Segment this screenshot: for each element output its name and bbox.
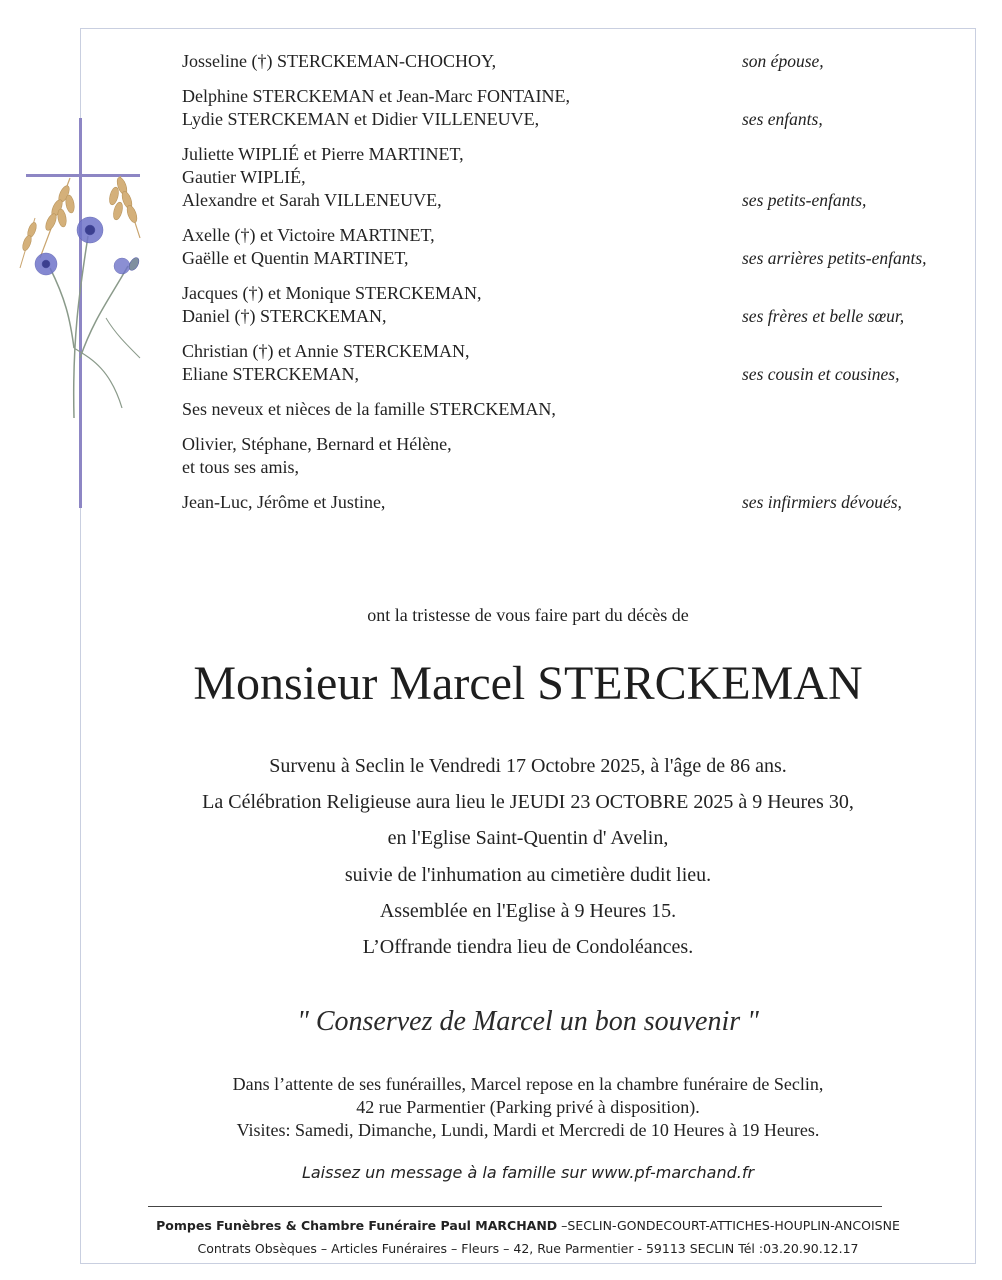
family-names <box>182 398 556 421</box>
family-relation: ses frères et belle sœur, <box>742 306 905 326</box>
family-names <box>182 433 452 479</box>
family-list <box>182 50 962 514</box>
family-name-line: Josseline (†) STERCKEMAN-CHOCHOY, <box>182 51 497 71</box>
family-name-line: Juliette WIPLIÉ et Pierre MARTINET, <box>182 144 464 164</box>
family-relation: ses enfants, <box>742 109 823 129</box>
family-name-line: Jean-Luc, Jérôme et Justine, <box>182 492 386 512</box>
detail-line: suivie de l'inhumation au cimetière dudit lieu. <box>344 863 712 886</box>
family-relation: ses petits-enfants, <box>742 190 867 210</box>
family-name-line: Gaëlle et Quentin MARTINET, <box>182 248 409 268</box>
cross-flower-decoration <box>10 118 160 510</box>
footer-company-line <box>80 1214 976 1237</box>
family-group <box>182 85 962 131</box>
family-names <box>182 224 435 270</box>
family-name-line: Christian (†) et Annie STERCKEMAN, <box>182 341 470 361</box>
company-name: Pompes Funèbres & Chambre Funéraire Paul MARCHAND <box>156 1218 558 1233</box>
family-names <box>182 50 496 73</box>
family-name-line: Delphine STERCKEMAN et Jean-Marc FONTAINE, <box>182 86 570 106</box>
family-names <box>182 143 464 212</box>
family-name-line: Jacques (†) et Monique STERCKEMAN, <box>182 283 482 303</box>
detail-line: Survenu à Seclin le Vendredi 17 Octobre 2025, à l'âge de 86 ans. <box>269 755 787 777</box>
family-name-line: Olivier, Stéphane, Bernard et Hélène, <box>182 434 452 454</box>
family-names <box>182 85 570 131</box>
family-relation: ses arrières petits-enfants, <box>742 248 927 268</box>
detail-line: en l'Eglise Saint-Quentin d' Avelin, <box>387 827 669 850</box>
cross-horizontal-bar <box>26 174 140 177</box>
family-name-line: Eliane STERCKEMAN, <box>182 364 359 384</box>
family-name-line: Daniel (†) STERCKEMAN, <box>182 306 387 326</box>
detail-line: L’Offrande tiendra lieu de Condoléances. <box>362 936 694 959</box>
visitation-line: Dans l’attente de ses funérailles, Marcel repose en la chambre funéraire de Seclin, <box>232 1074 824 1094</box>
detail-line: La Célébration Religieuse aura lieu le JEUDI 23 OCTOBRE 2025 à 9 Heures 30, <box>202 791 854 814</box>
footer-divider <box>148 1206 882 1207</box>
family-group <box>182 224 962 270</box>
family-name-line: Ses neveux et nièces de la famille STERCKEMAN, <box>182 399 556 419</box>
family-names <box>182 491 385 514</box>
family-name-line: Gautier WIPLIÉ, <box>182 167 306 187</box>
footer-contact-line: Contrats Obsèques – Articles Funéraires – Fleurs – 42, Rue Parmentier - 59113 SECLIN Tél :03.20.90.12.17 <box>197 1241 859 1256</box>
deceased-name: Monsieur Marcel STERCKEMAN <box>193 657 863 710</box>
family-relation: ses cousin et cousines, <box>742 364 900 384</box>
family-name-line: Lydie STERCKEMAN et Didier VILLENEUVE, <box>182 109 540 129</box>
family-group <box>182 398 962 421</box>
family-name-line: Axelle (†) et Victoire MARTINET, <box>182 225 435 245</box>
family-names <box>182 282 481 328</box>
company-towns: –SECLIN-GONDECOURT-ATTICHES-HOUPLIN-ANCOISNE <box>557 1218 900 1233</box>
family-group <box>182 50 962 73</box>
visitation-line: Visites: Samedi, Dimanche, Lundi, Mardi et Mercredi de 10 Heures à 19 Heures. <box>236 1120 820 1140</box>
detail-line: Assemblée en l'Eglise à 9 Heures 15. <box>379 899 677 922</box>
intro-text: ont la tristesse de vous faire part du décès de <box>367 605 689 625</box>
family-relation: ses infirmiers dévoués, <box>742 492 902 512</box>
family-group <box>182 433 962 479</box>
condolence-message-link[interactable]: Laissez un message à la famille sur www.pf-marchand.fr <box>301 1163 755 1182</box>
memorial-quote: " Conservez de Marcel un bon souvenir " <box>297 1006 759 1037</box>
family-group <box>182 340 962 386</box>
family-group <box>182 491 962 514</box>
visitation-info <box>80 1073 976 1142</box>
visitation-line: 42 rue Parmentier (Parking privé à disposition). <box>356 1097 700 1117</box>
family-names <box>182 340 469 386</box>
family-group <box>182 143 962 212</box>
ceremony-details <box>80 748 976 965</box>
family-name-line: et tous ses amis, <box>182 457 299 477</box>
family-name-line: Alexandre et Sarah VILLENEUVE, <box>182 190 442 210</box>
family-group <box>182 282 962 328</box>
family-relation: son épouse, <box>742 51 824 71</box>
